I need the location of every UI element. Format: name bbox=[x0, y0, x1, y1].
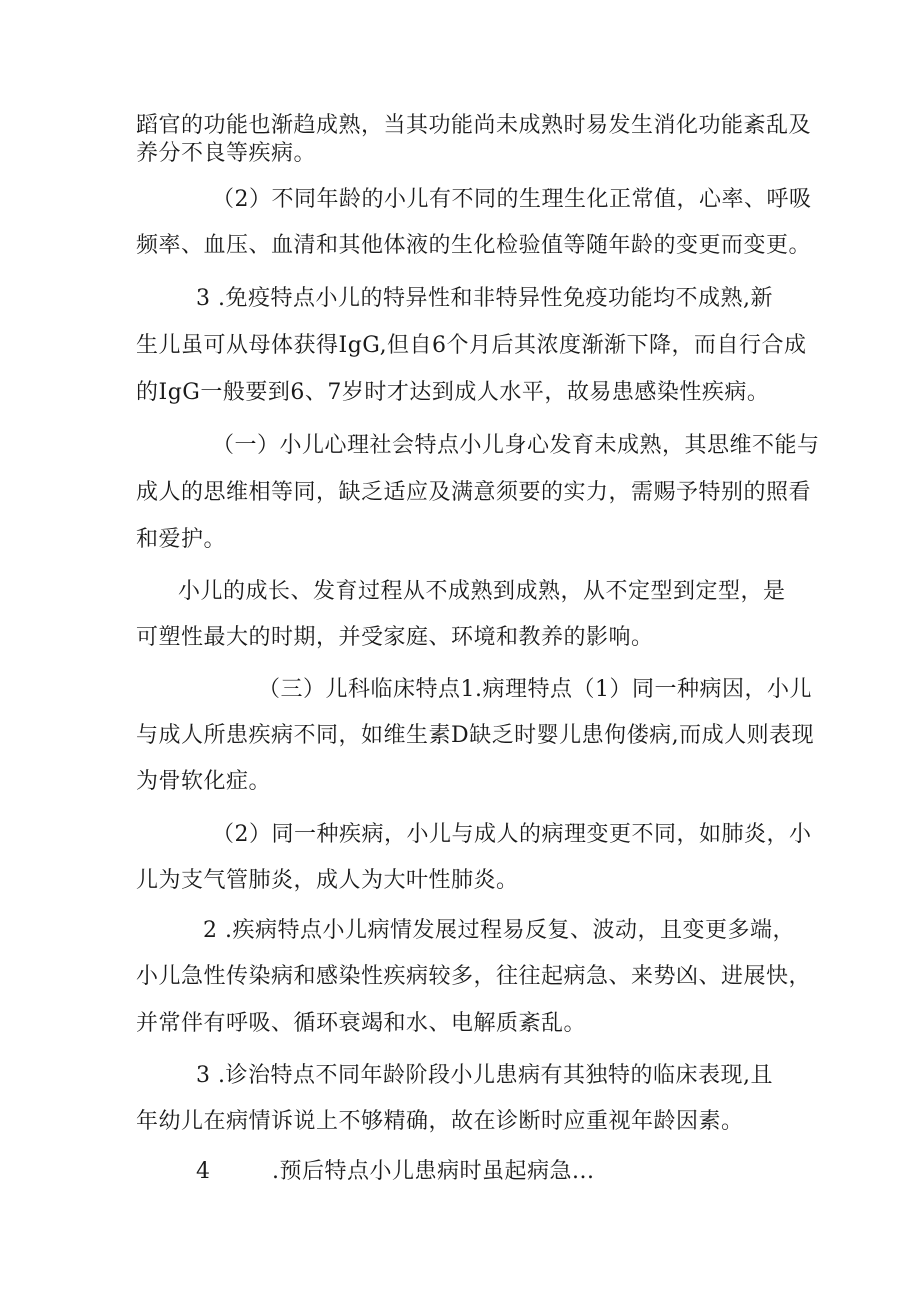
paragraph-line: 3 .免疫特点小儿的特异性和非特异性免疫功能均不成熟,新 bbox=[196, 286, 773, 311]
paragraph-line: 为骨软化症。 bbox=[136, 769, 272, 794]
paragraph-line: .预后特点小儿患病时虽起病急... bbox=[272, 1159, 595, 1184]
paragraph-line: 儿为支气管肺炎，成人为大叶性肺炎。 bbox=[136, 868, 519, 893]
paragraph-line: 与成人所患疾病不同，如维生素D缺乏时婴儿患佝偻病,而成人则表现 bbox=[136, 723, 815, 748]
paragraph-line: （2）不同年龄的小儿有不同的生理生化正常值，心率、呼吸 bbox=[212, 187, 812, 212]
paragraph-line: 频率、血压、血清和其他体液的生化检验值等随年龄的变更而变更。 bbox=[136, 233, 812, 258]
paragraph-line: 的IgG一般要到6、7岁时才达到成人水平，故易患感染性疾病。 bbox=[136, 380, 770, 405]
paragraph-line: 3 .诊治特点不同年龄阶段小儿患病有其独特的临床表现,且 bbox=[196, 1063, 773, 1088]
paragraph-line: 生儿虽可从母体获得IgG,但自6个月后其浓度渐渐下降，而自行合成 bbox=[136, 333, 807, 358]
paragraph-line: 养分不良等疾病。 bbox=[136, 141, 317, 166]
list-number: 4 bbox=[196, 1159, 211, 1184]
paragraph-line: （2）同一种疾病，小儿与成人的病理变更不同，如肺炎，小 bbox=[212, 822, 812, 847]
paragraph-line: 和爱护。 bbox=[136, 527, 227, 552]
paragraph-line: 并常伴有呼吸、循环衰竭和水、电解质紊乱。 bbox=[136, 1011, 587, 1036]
paragraph-line: 小儿急性传染病和感染性疾病较多，往往起病急、来势凶、进展快， bbox=[136, 964, 812, 989]
paragraph-line: 2 .疾病特点小儿病情发展过程易反复、波动，且变更多端， bbox=[203, 918, 795, 943]
paragraph-line: （一）小儿心理社会特点小儿身心发育未成熟，其思维不能与 bbox=[212, 433, 820, 458]
paragraph-line: 年幼儿在病情诉说上不够精确，故在诊断时应重视年龄因素。 bbox=[136, 1109, 744, 1134]
paragraph-line: 小儿的成长、发育过程从不成熟到成熟，从不定型到定型，是 bbox=[178, 579, 786, 604]
paragraph-line: （三）儿科临床特点1.病理特点（1）同一种病因，小儿 bbox=[258, 677, 812, 702]
paragraph-line: 蹈官的功能也渐趋成熟，当其功能尚未成熟时易发生消化功能紊乱及 bbox=[136, 113, 812, 138]
paragraph-line: 可塑性最大的时期，并受家庭、环境和教养的影响。 bbox=[136, 625, 654, 650]
paragraph-line: 成人的思维相等同，缺乏适应及满意须要的实力，需赐予特别的照看 bbox=[136, 480, 812, 505]
